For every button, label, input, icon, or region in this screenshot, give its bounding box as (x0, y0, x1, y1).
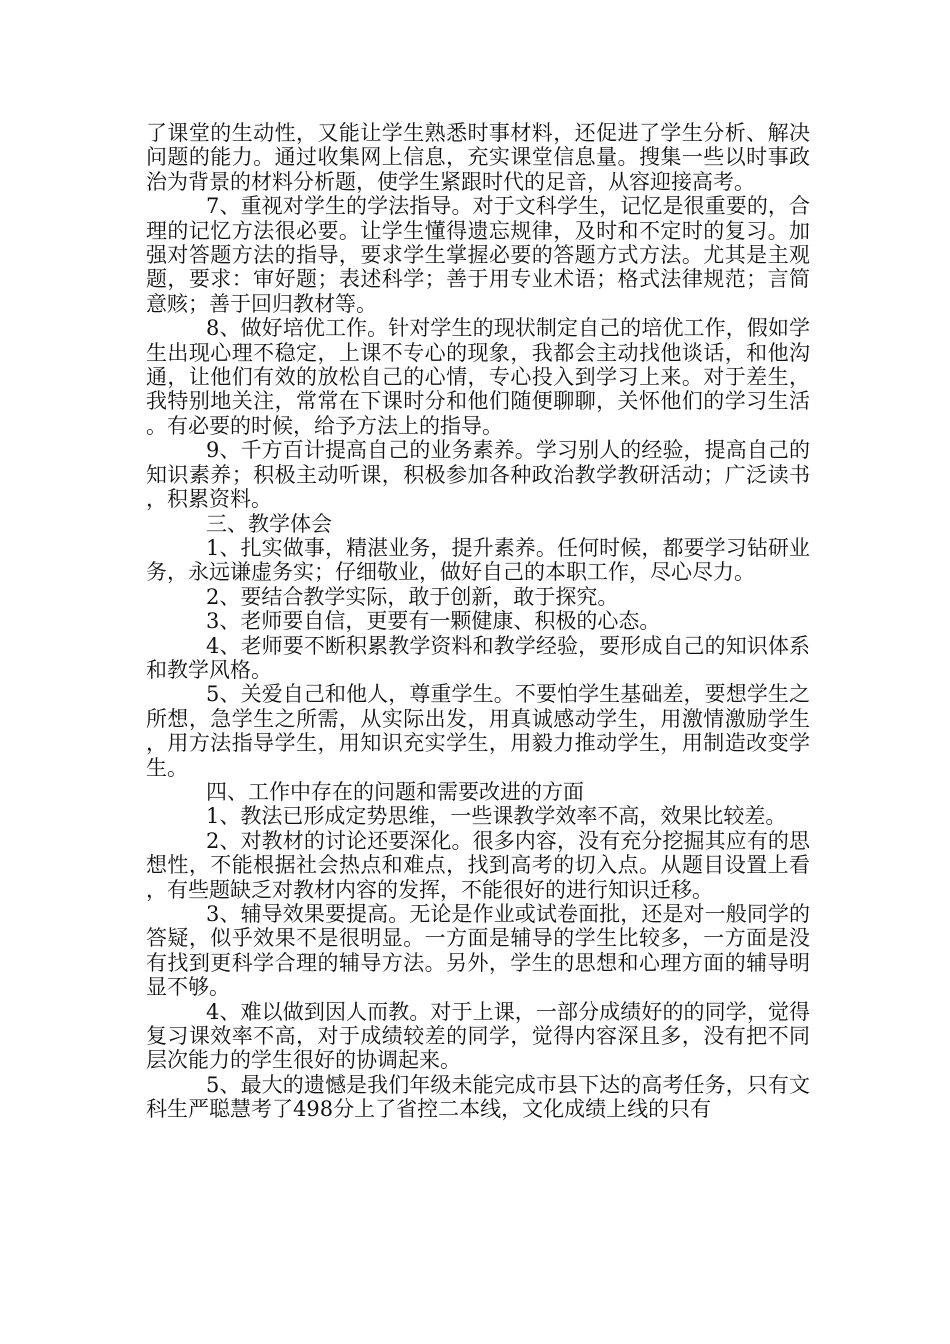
paragraph: 1、教法已形成定势思维，一些课教学效率不高，效果比较差。 (206, 804, 787, 829)
paragraph: 8、做好培优工作。针对学生的现状制定自己的培优工作，假如学生出现心理不稳定，上课不专心的现象，我都会主动找他谈话，和他沟通，让他们有效的放松自己的心情，专心投入到学习上来。对于差生，我特别地关注，常常在下课时分和他们随便聊聊，关怀他们的学习生活。有必要的时候，给予方法上的指导。 (146, 316, 810, 438)
paragraph: 9、千方百计提高自己的业务素养。学习别人的经验，提高自己的知识素养；积极主动听课，积极参加各种政治教学教研活动；广泛读书，积累资料。 (146, 438, 810, 512)
paragraph: 四、工作中存在的问题和需要改进的方面 (206, 779, 585, 804)
paragraph: 5、最大的遗憾是我们年级未能完成市县下达的高考任务，只有文科生严聪慧考了498分上了省控二本线，文化成绩上线的只有 (146, 1072, 810, 1122)
paragraph: 3、辅导效果要提高。无论是作业或试卷面批，还是对一般同学的答疑，似乎效果不是很明显。一方面是辅导的学生比较多，一方面是没有找到更科学合理的辅导方法。另外，学生的思想和心理方面的辅导明显不够。 (146, 902, 810, 1000)
paragraph: 2、对教材的讨论还要深化。很多内容，没有充分挖掘其应有的思想性，不能根据社会热点和难点，找到高考的切入点。从题目设置上看，有些题缺乏对教材内容的发挥，不能很好的进行知识迁移。 (146, 828, 810, 902)
paragraph: 4、老师要不断积累教学资料和教学经验，要形成自己的知识体系和教学风格。 (146, 633, 810, 682)
paragraph: 三、教学体会 (206, 511, 333, 536)
paragraph: 3、老师要自信，更要有一颗健康、积极的心态。 (206, 609, 661, 634)
paragraph: 7、重视对学生的学法指导。对于文科学生，记忆是很重要的，合理的记忆方法很必要。让学生懂得遗忘规律，及时和不定时的复习。加强对答题方法的指导，要求学生掌握必要的答题方式方法。尤其是主观题，要求：审好题；表述科学；善于用专业术语；格式法律规范；言简意赅；善于回归教材等。 (146, 194, 810, 316)
paragraph: 了课堂的生动性，又能让学生熟悉时事材料，还促进了学生分析、解决问题的能力。通过收集网上信息，充实课堂信息量。搜集一些以时事政治为背景的材料分析题，使学生紧跟时代的足音，从容迎接高考。 (146, 121, 810, 194)
paragraph: 2、要结合教学实际，敢于创新，敢于探究。 (206, 584, 619, 609)
paragraph: 1、扎实做事，精湛业务，提升素养。任何时候，都要学习钻研业务，永远谦虚务实；仔细敬业，做好自己的本职工作，尽心尽力。 (146, 535, 810, 585)
paragraph: 4、难以做到因人而教。对于上课，一部分成绩好的的同学，觉得复习课效率不高，对于成绩较差的同学，觉得内容深且多，没有把不同层次能力的学生很好的协调起来。 (146, 999, 810, 1073)
paragraph: 5、关爱自己和他人，尊重学生。不要怕学生基础差，要想学生之所想，急学生之所需，从实际出发，用真诚感动学生，用激情激励学生，用方法指导学生，用知识充实学生，用毅力推动学生，用制造改变学生。 (146, 682, 810, 780)
document-body (146, 121, 810, 1122)
